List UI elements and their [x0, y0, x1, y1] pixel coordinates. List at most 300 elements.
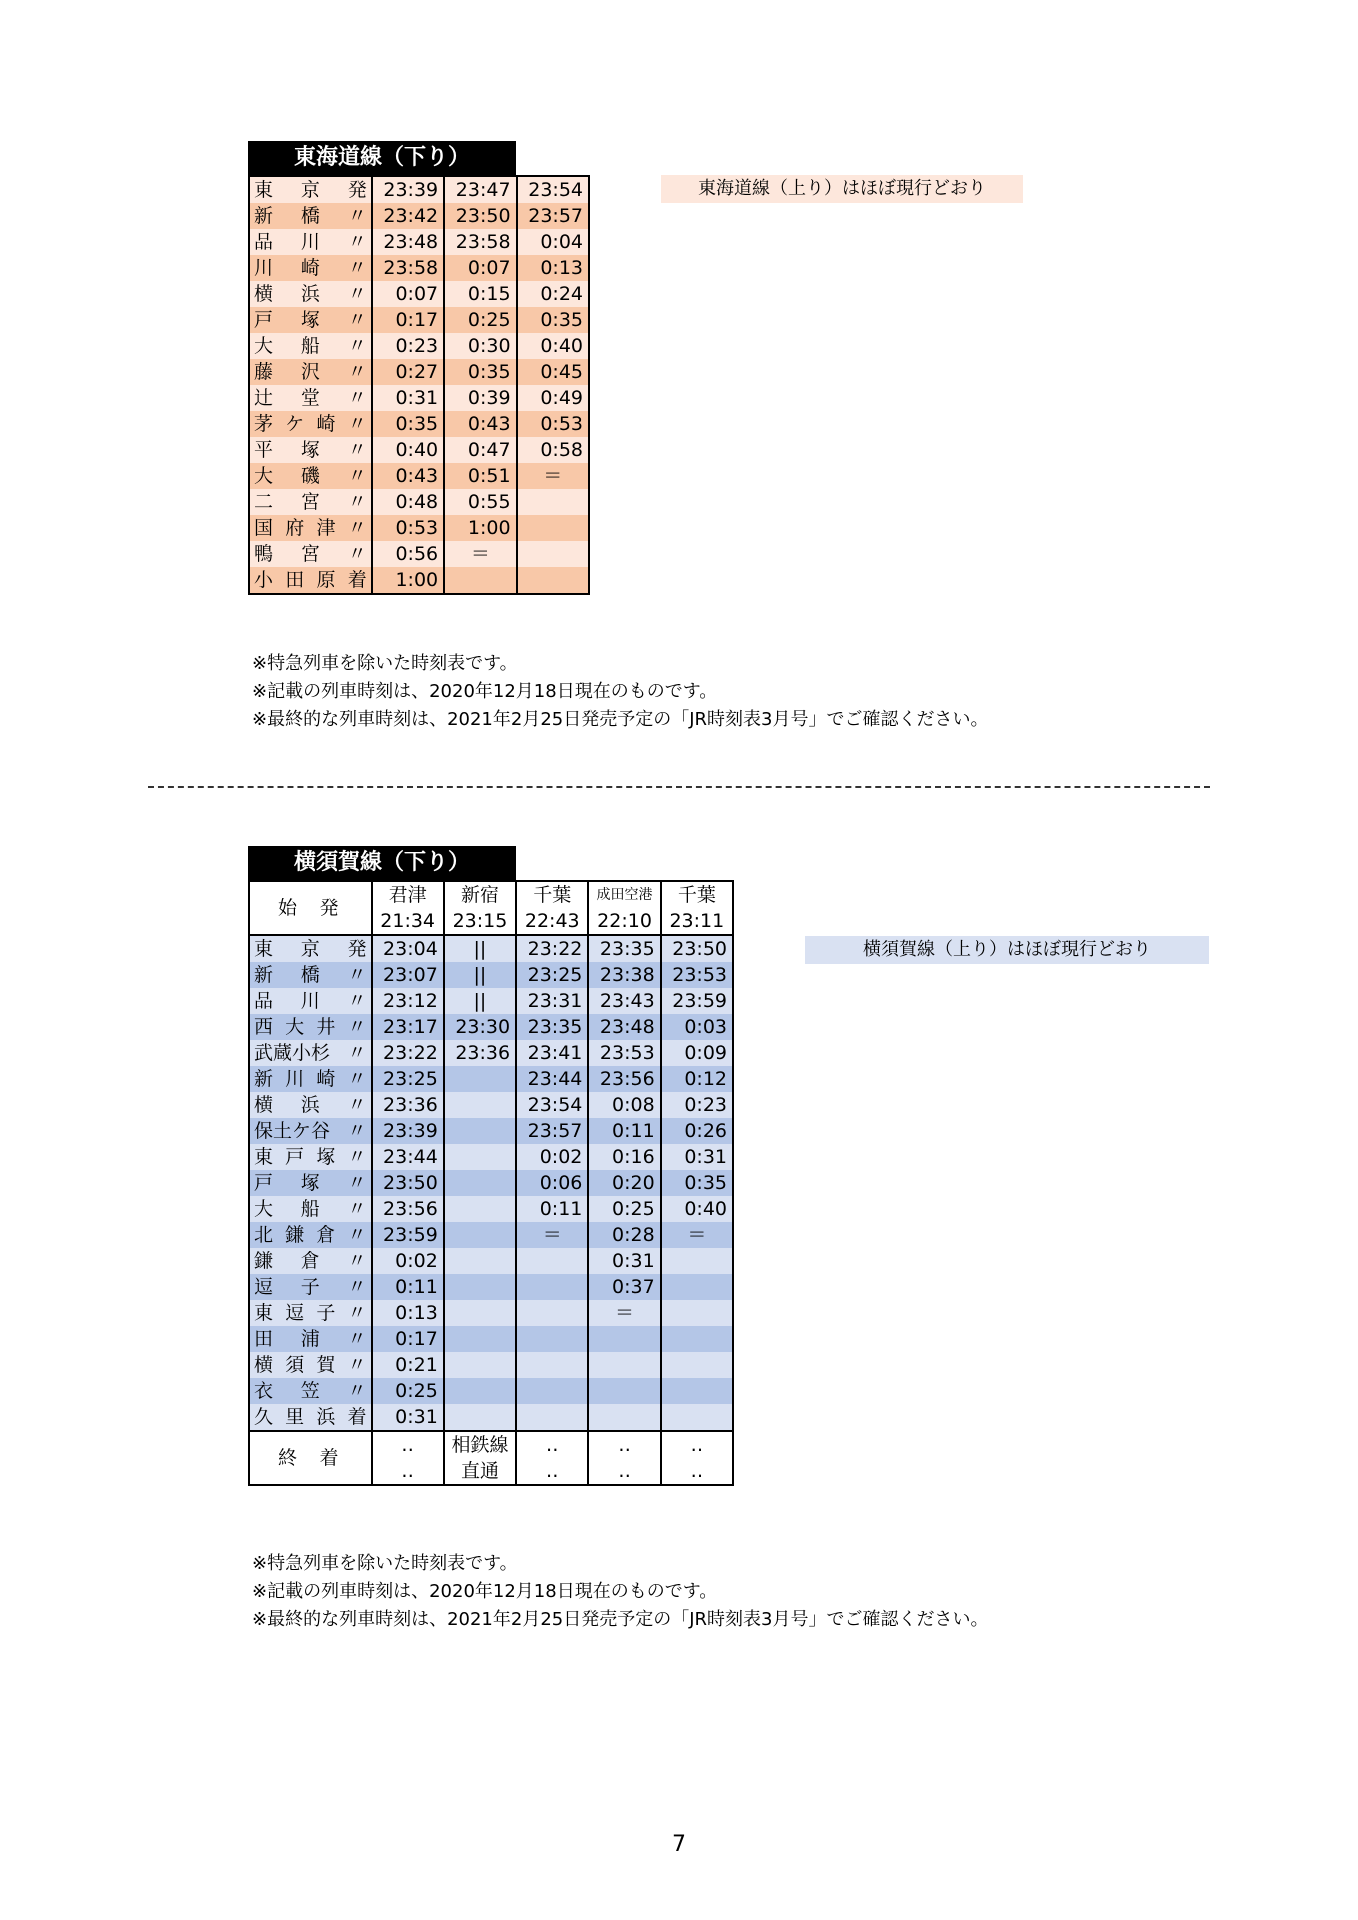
station-name-part: 京	[300, 938, 320, 960]
station-name-part: 新	[254, 1068, 274, 1090]
departure-time	[517, 541, 589, 567]
departure-time: 0:21	[372, 1352, 444, 1378]
table-row	[249, 411, 589, 437]
station-name	[249, 1092, 372, 1118]
departure-time: 0:53	[517, 411, 589, 437]
departure-time: 0:03	[661, 1014, 733, 1040]
terminal-cell	[661, 1431, 733, 1485]
departure-time: 23:42	[372, 203, 444, 229]
station-name-part: 〃	[347, 413, 367, 435]
table-row	[249, 176, 589, 203]
station-name-part: 藤	[254, 361, 274, 383]
station-name-part: 〃	[347, 1276, 367, 1298]
departure-time: 0:16	[588, 1144, 660, 1170]
origin-row	[249, 881, 733, 935]
departure-time	[661, 1326, 733, 1352]
departure-time: 0:25	[588, 1196, 660, 1222]
table-row	[249, 1378, 733, 1404]
origin-cell	[444, 881, 516, 935]
departure-time	[516, 1274, 588, 1300]
station-name	[249, 515, 372, 541]
tokaido-up-note: 東海道線（上り）はほぼ現行どおり	[661, 175, 1023, 203]
departure-time	[661, 1274, 733, 1300]
station-name-part: 着	[347, 569, 367, 591]
station-name-part: 川	[300, 990, 320, 1012]
station-name-part: 宮	[300, 491, 320, 513]
departure-time: 1:00	[372, 567, 444, 594]
table-row	[249, 203, 589, 229]
departure-time: 0:53	[372, 515, 444, 541]
departure-time	[517, 489, 589, 515]
station-name-part: 戸	[285, 1146, 305, 1168]
table-row	[249, 1092, 733, 1118]
terminal-text: 直通	[460, 1460, 499, 1482]
origin-time: 22:10	[597, 910, 652, 932]
departure-time: 0:13	[517, 255, 589, 281]
station-name	[249, 437, 372, 463]
departure-time: 0:13	[372, 1300, 444, 1326]
departure-time	[516, 1300, 588, 1326]
station-name	[249, 463, 372, 489]
departure-time: 23:12	[372, 988, 444, 1014]
station-name-part: 〃	[347, 1094, 367, 1116]
departure-time: 0:07	[444, 255, 516, 281]
departure-time: ||	[444, 935, 516, 962]
departure-time	[517, 515, 589, 541]
station-name-part: 京	[300, 179, 320, 201]
terminal-label-part: 着	[319, 1447, 339, 1469]
station-name-part: 戸	[254, 1172, 274, 1194]
departure-time: 0:12	[661, 1066, 733, 1092]
station-name	[249, 307, 372, 333]
departure-time: 0:31	[661, 1144, 733, 1170]
departure-time: 0:58	[517, 437, 589, 463]
departure-time	[444, 1326, 516, 1352]
station-name-part: 〃	[347, 361, 367, 383]
station-name-part: 子	[300, 1276, 320, 1298]
departure-time: 0:31	[372, 1404, 444, 1431]
station-name-part: 井	[316, 1016, 336, 1038]
station-name-part: 橋	[300, 205, 320, 227]
station-name-part: 崎	[316, 1068, 336, 1090]
departure-time: 0:31	[588, 1248, 660, 1274]
departure-time	[588, 1326, 660, 1352]
departure-time	[444, 1066, 516, 1092]
station-name-part: 鎌	[285, 1224, 305, 1246]
departure-time	[444, 1248, 516, 1274]
departure-time: 23:56	[588, 1066, 660, 1092]
departure-time: 0:24	[517, 281, 589, 307]
footnote: ※最終的な列車時刻は、2021年2月25日発売予定の「JR時刻表3月号」でご確認ください。	[252, 1609, 989, 1630]
table-row	[249, 489, 589, 515]
station-name	[249, 281, 372, 307]
departure-time: 0:39	[444, 385, 516, 411]
terminal-text: ‥	[618, 1434, 631, 1456]
station-name-part: 〃	[347, 1224, 367, 1246]
station-name-part: 〃	[347, 1172, 367, 1194]
station-name-part: 川	[285, 1068, 305, 1090]
station-name-part: 〃	[347, 517, 367, 539]
departure-time	[516, 1326, 588, 1352]
departure-time: 0:11	[588, 1118, 660, 1144]
departure-time: 23:48	[588, 1014, 660, 1040]
departure-time: 23:56	[372, 1196, 444, 1222]
station-name-part: 田	[285, 569, 305, 591]
station-name	[249, 1170, 372, 1196]
station-name-part: 宮	[300, 543, 320, 565]
station-name-part: 戸	[254, 309, 274, 331]
departure-time	[661, 1352, 733, 1378]
departure-time: 0:40	[661, 1196, 733, 1222]
departure-time: 23:50	[661, 935, 733, 962]
terminal-text: 相鉄線	[451, 1434, 509, 1456]
origin-time: 23:15	[452, 910, 508, 932]
departure-time: 0:55	[444, 489, 516, 515]
station-name-part: 子	[316, 1302, 336, 1324]
origin-place: 千葉	[677, 884, 716, 906]
departure-time: ＝	[444, 541, 516, 567]
terminal-cell	[444, 1431, 516, 1485]
departure-time: 1:00	[444, 515, 516, 541]
station-name-part: 〃	[347, 1302, 367, 1324]
footnote: ※特急列車を除いた時刻表です。	[252, 653, 518, 674]
departure-time	[444, 1274, 516, 1300]
terminal-cell	[516, 1431, 588, 1485]
station-name	[249, 1378, 372, 1404]
departure-time: 0:25	[444, 307, 516, 333]
terminal-cell	[372, 1431, 444, 1485]
station-name	[249, 935, 372, 962]
departure-time: 0:56	[372, 541, 444, 567]
station-name-part: 横	[254, 1354, 274, 1376]
departure-time: 23:35	[516, 1014, 588, 1040]
terminal-text: ‥	[545, 1460, 559, 1482]
departure-time: 23:57	[516, 1118, 588, 1144]
station-name	[249, 1326, 372, 1352]
station-name-part: 東	[254, 1146, 274, 1168]
departure-time	[444, 1300, 516, 1326]
departure-time: 23:39	[372, 176, 444, 203]
departure-time: 0:43	[444, 411, 516, 437]
station-name-part: 大	[254, 1198, 274, 1220]
station-name-part: 久	[254, 1406, 274, 1428]
yokosuka-timetable	[248, 880, 734, 1486]
departure-time: 23:48	[372, 229, 444, 255]
station-name-part: 塚	[300, 309, 320, 331]
station-name-part: 品	[254, 990, 274, 1012]
station-name-part: 横	[254, 283, 274, 305]
departure-time: 23:54	[516, 1092, 588, 1118]
departure-time: 23:57	[517, 203, 589, 229]
table-row	[249, 1352, 733, 1378]
station-name-part: 塚	[300, 1172, 320, 1194]
departure-time: 0:25	[372, 1378, 444, 1404]
origin-time: 21:34	[380, 910, 436, 932]
departure-time: 23:41	[516, 1040, 588, 1066]
departure-time	[517, 567, 589, 594]
departure-time: 0:47	[444, 437, 516, 463]
station-name	[249, 541, 372, 567]
station-name-part: 大	[254, 465, 274, 487]
station-name	[249, 385, 372, 411]
station-name-part: 〃	[347, 964, 367, 986]
departure-time	[661, 1378, 733, 1404]
departure-time: 0:35	[372, 411, 444, 437]
departure-time: 23:47	[444, 176, 516, 203]
station-name-part: 賀	[316, 1354, 336, 1376]
table-row	[249, 567, 589, 594]
departure-time	[444, 1092, 516, 1118]
table-row	[249, 1248, 733, 1274]
departure-time: 0:40	[517, 333, 589, 359]
table-row	[249, 1274, 733, 1300]
station-name-part: 西	[254, 1016, 274, 1038]
station-name-part: 倉	[316, 1224, 336, 1246]
station-name-part: 〃	[347, 283, 367, 305]
station-name-part: 北	[254, 1224, 274, 1246]
station-name-part: 船	[300, 1198, 320, 1220]
departure-time: 0:31	[372, 385, 444, 411]
station-name-part: 新	[254, 964, 274, 986]
station-name-part: 〃	[347, 1120, 367, 1142]
departure-time: 23:43	[588, 988, 660, 1014]
station-name	[249, 359, 372, 385]
station-name-part: 鎌	[254, 1250, 274, 1272]
station-name	[249, 229, 372, 255]
departure-time	[444, 1404, 516, 1431]
origin-place: 君津	[388, 884, 427, 906]
departure-time: 23:17	[372, 1014, 444, 1040]
station-name-part: 倉	[300, 1250, 320, 1272]
station-name-part: 〃	[347, 257, 367, 279]
departure-time: 0:35	[444, 359, 516, 385]
terminal-text: ‥	[690, 1460, 704, 1482]
station-name-part: 茅	[254, 413, 274, 435]
station-name	[249, 1144, 372, 1170]
station-name	[249, 489, 372, 515]
station-name-part: 〃	[347, 1042, 367, 1064]
departure-time: 0:07	[372, 281, 444, 307]
station-name-part: 発	[347, 938, 367, 960]
departure-time: 0:40	[372, 437, 444, 463]
departure-time: 23:35	[588, 935, 660, 962]
origin-label-part: 始	[278, 897, 298, 919]
departure-time: ＝	[517, 463, 589, 489]
station-name-part: 〃	[347, 465, 367, 487]
station-name	[249, 1300, 372, 1326]
station-name-part: 浜	[300, 283, 320, 305]
station-name-part: 大	[254, 335, 274, 357]
station-name-part: 堂	[300, 387, 320, 409]
departure-time: ＝	[516, 1222, 588, 1248]
departure-time: 23:53	[588, 1040, 660, 1066]
departure-time	[661, 1248, 733, 1274]
station-name-part: 塚	[316, 1146, 336, 1168]
yokosuka-footnotes	[252, 1550, 989, 1634]
departure-time: 23:36	[444, 1040, 516, 1066]
table-row	[249, 988, 733, 1014]
departure-time: 23:07	[372, 962, 444, 988]
origin-time: 23:11	[669, 910, 725, 932]
table-row	[249, 333, 589, 359]
terminal-text: ‥	[690, 1434, 704, 1456]
table-row	[249, 1066, 733, 1092]
station-name-part: 磯	[300, 465, 320, 487]
departure-time: 23:50	[372, 1170, 444, 1196]
departure-time: ||	[444, 962, 516, 988]
station-name-part: 浜	[316, 1406, 336, 1428]
departure-time	[444, 1352, 516, 1378]
departure-time: 0:15	[444, 281, 516, 307]
station-name	[249, 411, 372, 437]
station-name-part: 〃	[347, 1354, 367, 1376]
yokosuka-title: 横須賀線（下り）	[248, 846, 516, 880]
station-name	[249, 962, 372, 988]
table-row	[249, 1404, 733, 1431]
footnote: ※特急列車を除いた時刻表です。	[252, 1553, 518, 1574]
tokaido-footnotes	[252, 650, 989, 734]
departure-time: 0:20	[588, 1170, 660, 1196]
station-name-part: 津	[316, 517, 336, 539]
terminal-cell	[588, 1431, 660, 1485]
departure-time: 23:38	[588, 962, 660, 988]
station-name-part: 浜	[300, 1094, 320, 1116]
departure-time: 23:59	[661, 988, 733, 1014]
yokosuka-up-note: 横須賀線（上り）はほぼ現行どおり	[805, 936, 1209, 964]
station-name-part: 逗	[285, 1302, 305, 1324]
station-name-part: 逗	[254, 1276, 274, 1298]
origin-label	[249, 881, 372, 935]
station-name-part: 府	[285, 517, 305, 539]
table-row	[249, 1170, 733, 1196]
departure-time: 0:27	[372, 359, 444, 385]
station-name	[249, 1014, 372, 1040]
departure-time: 0:17	[372, 1326, 444, 1352]
station-name	[249, 567, 372, 594]
station-name-part: 〃	[347, 1068, 367, 1090]
station-name-part: 鴨	[254, 543, 274, 565]
station-name	[249, 1066, 372, 1092]
departure-time: 23:36	[372, 1092, 444, 1118]
origin-cell	[661, 881, 733, 935]
origin-place: 成田空港	[596, 887, 653, 903]
departure-time: 23:31	[516, 988, 588, 1014]
table-row	[249, 229, 589, 255]
station-name-part: 〃	[347, 205, 367, 227]
terminal-text: ‥	[618, 1460, 631, 1482]
station-name-part: 東	[254, 938, 274, 960]
table-row	[249, 385, 589, 411]
station-name-part: 〃	[347, 231, 367, 253]
departure-time: 23:50	[444, 203, 516, 229]
departure-time: 0:06	[516, 1170, 588, 1196]
station-name-part: 平	[254, 439, 274, 461]
station-name	[249, 176, 372, 203]
departure-time: ＝	[661, 1222, 733, 1248]
table-row	[249, 1222, 733, 1248]
departure-time: 0:45	[517, 359, 589, 385]
station-name-part: 横	[254, 1094, 274, 1116]
station-name	[249, 988, 372, 1014]
departure-time	[444, 1222, 516, 1248]
station-name-part: 〃	[347, 1250, 367, 1272]
terminal-label	[249, 1431, 372, 1485]
origin-place: 千葉	[533, 884, 572, 906]
departure-time	[516, 1352, 588, 1378]
departure-time: 23:04	[372, 935, 444, 962]
departure-time: 23:58	[444, 229, 516, 255]
departure-time: 0:30	[444, 333, 516, 359]
departure-time: 0:02	[516, 1144, 588, 1170]
tokaido-timetable	[248, 175, 590, 595]
station-name-part: 笠	[300, 1380, 320, 1402]
section-divider	[148, 786, 1210, 788]
table-row	[249, 935, 733, 962]
departure-time	[516, 1378, 588, 1404]
station-name	[249, 1248, 372, 1274]
table-row	[249, 307, 589, 333]
origin-cell	[372, 881, 444, 935]
terminal-label-part: 終	[278, 1447, 298, 1469]
station-name-part: 小	[254, 569, 274, 591]
departure-time: 0:23	[661, 1092, 733, 1118]
terminal-text: ‥	[545, 1434, 559, 1456]
departure-time	[444, 1118, 516, 1144]
departure-time: 23:53	[661, 962, 733, 988]
station-name-part: 〃	[347, 491, 367, 513]
station-name	[249, 1352, 372, 1378]
departure-time: 23:59	[372, 1222, 444, 1248]
departure-time: 0:48	[372, 489, 444, 515]
departure-time: 23:25	[516, 962, 588, 988]
station-name-part: 川	[300, 231, 320, 253]
terminal-text: ‥	[401, 1460, 414, 1482]
station-name-part: 二	[254, 491, 274, 513]
departure-time	[444, 1170, 516, 1196]
departure-time	[516, 1404, 588, 1431]
departure-time: 0:37	[588, 1274, 660, 1300]
station-name	[249, 1196, 372, 1222]
departure-time: 0:11	[372, 1274, 444, 1300]
station-name	[249, 255, 372, 281]
station-name-part: 〃	[347, 335, 367, 357]
station-name-part: 保土ケ谷	[254, 1120, 331, 1142]
station-name	[249, 1040, 372, 1066]
departure-time: 0:08	[588, 1092, 660, 1118]
departure-time	[588, 1404, 660, 1431]
table-row	[249, 463, 589, 489]
station-name-part: 辻	[254, 387, 274, 409]
station-name-part: 〃	[347, 1198, 367, 1220]
departure-time: 23:22	[372, 1040, 444, 1066]
departure-time: 23:54	[517, 176, 589, 203]
departure-time: 0:28	[588, 1222, 660, 1248]
station-name	[249, 333, 372, 359]
station-name-part: ケ	[285, 413, 305, 435]
table-row	[249, 1326, 733, 1352]
station-name-part: 沢	[300, 361, 320, 383]
departure-time	[444, 1378, 516, 1404]
departure-time: 0:23	[372, 333, 444, 359]
departure-time: 23:58	[372, 255, 444, 281]
station-name-part: 〃	[347, 1328, 367, 1350]
station-name-part: 〃	[347, 543, 367, 565]
station-name-part: 武蔵小杉	[254, 1042, 331, 1064]
table-row	[249, 255, 589, 281]
station-name-part: 崎	[316, 413, 336, 435]
departure-time: ＝	[588, 1300, 660, 1326]
station-name-part: 須	[285, 1354, 305, 1376]
